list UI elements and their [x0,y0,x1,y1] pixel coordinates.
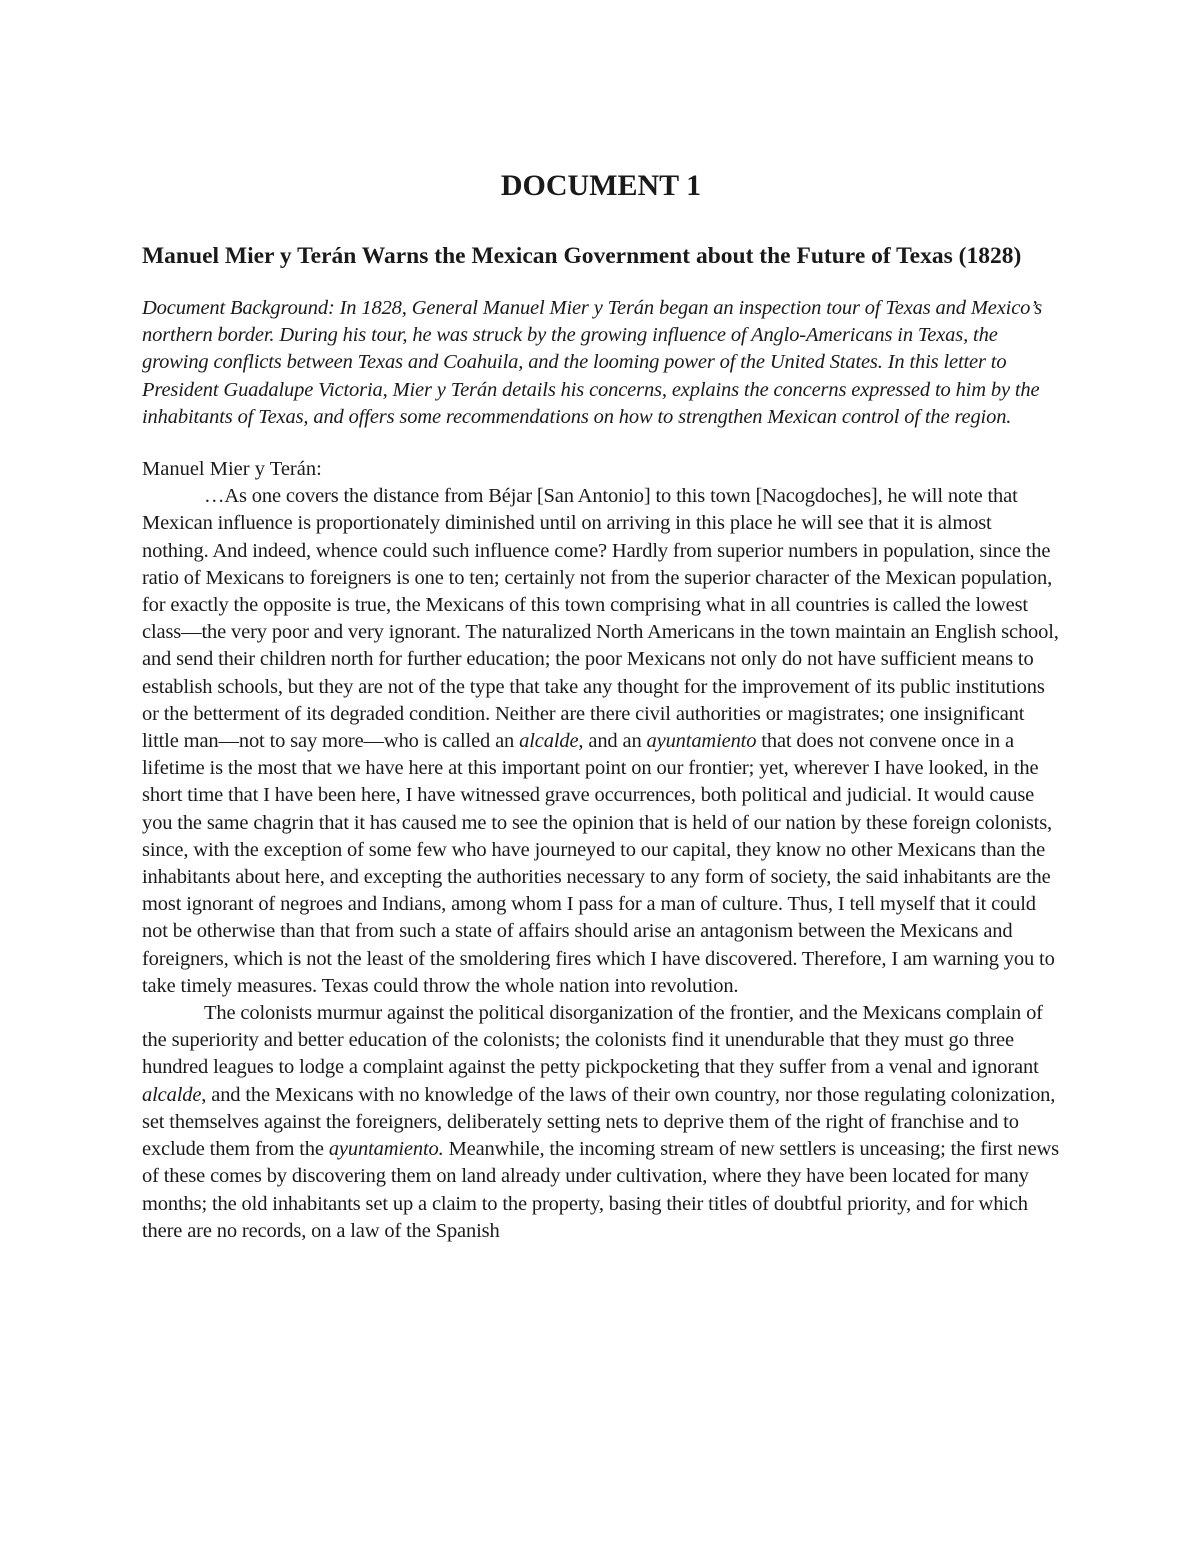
paragraph-2-text-a: The colonists murmur against the political disorganization of the frontier, and the Mexicans complain of the superiority and better education of the colonists; the colonists find it unendurable that they must go three hundred leagues to lodge a complaint against the petty pickpocketing that they suffer from a venal and ignorant [142,1002,1043,1079]
paragraph-2-text-b: , and the Mexicans with no knowledge of the laws of their own country, nor those regulating colonization, set themselves against the foreigners, deliberately setting nets to deprive them of the right of franchise and to exclude them from the [142,1083,1056,1161]
article-title: Manuel Mier y Terán Warns the Mexican Government about the Future of Texas (1828) [142,243,1022,269]
document-label: DOCUMENT 1 [500,169,702,202]
body-paragraph-1 [142,483,1060,1000]
paragraph-1-text-b: , and an [578,730,647,753]
paragraph-2-term-ayuntamiento: ayuntamiento. [328,1138,444,1161]
paragraph-2-text-c: Meanwhile, the incoming stream of new settlers is unceasing; the first news of these comes by discovering them on land already under cultivation, where they have been located for many months; the old inhabitants set up a claim to the property, basing their titles of doubtful priority, and for which there are no records, on a law of the Spanish [142,1138,1059,1242]
body-paragraph-2 [142,1000,1060,1245]
paragraph-1-term-alcalde: alcalde [519,730,579,753]
paragraph-1-text-a: …As one covers the distance from Béjar [San Antonio] to this town [Nacogdoches], he will note that Mexican influence is proportionately diminished until on arriving in this place he will see that it is almost nothing. And indeed, whence could such influence come? Hardly from superior numbers in population, since the ratio of Mexicans to foreigners is one to ten; certainly not from the superior character of the Mexican population, for exactly the opposite is true, the Mexicans of this town comprising what in all countries is called the lowest class—the very poor and very ignorant. The naturalized North Americans in the town maintain an English school, and send their children north for further education; the poor Mexicans not only do not have sufficient means to establish schools, but they are not of the type that take any thought for the improvement of its public institutions or the betterment of its degraded condition. Neither are there civil authorities or magistrates; one insignificant little man—not to say more—who is called an [142,485,1059,753]
paragraph-1-term-ayuntamiento: ayuntamiento [646,730,757,753]
speaker-label: Manuel Mier y Terán: [142,458,322,481]
paragraph-2-term-alcalde: alcalde [142,1083,202,1106]
document-background: Document Background: In 1828, General Manuel Mier y Terán began an inspection tour of Texas and Mexico’s northern border. During his tour, he was struck by the growing influence of Anglo-Americans in Texas, the growing conflicts between Texas and Coahuila, and the looming power of the United States. In this letter to President Guadalupe Victoria, Mier y Terán details his concerns, explains the concerns expressed to him by the inhabitants of Texas, and offers some recommendations on how to strengthen Mexican control of the region. [142,297,1043,428]
paragraph-1-text-c: that does not convene once in a lifetime is the most that we have here at this important point on our frontier; yet, wherever I have looked, in the short time that I have been here, I have witnessed grave occurrences, both political and judicial. It would cause you the same chagrin that it has caused me to see the opinion that is held of our nation by these foreign colonists, since, with the exception of some few who have journeyed to our capital, they know no other Mexicans than the inhabitants about here, and excepting the authorities necessary to any form of society, the said inhabitants are the most ignorant of negroes and Indians, among whom I pass for a man of culture. Thus, I tell myself that it could not be otherwise than that from such a state of affairs should arise an antagonism between the Mexicans and foreigners, which is not the least of the smoldering fires which I have discovered. Therefore, I am warning you to take timely measures. Texas could throw the whole nation into revolution. [142,730,1055,997]
